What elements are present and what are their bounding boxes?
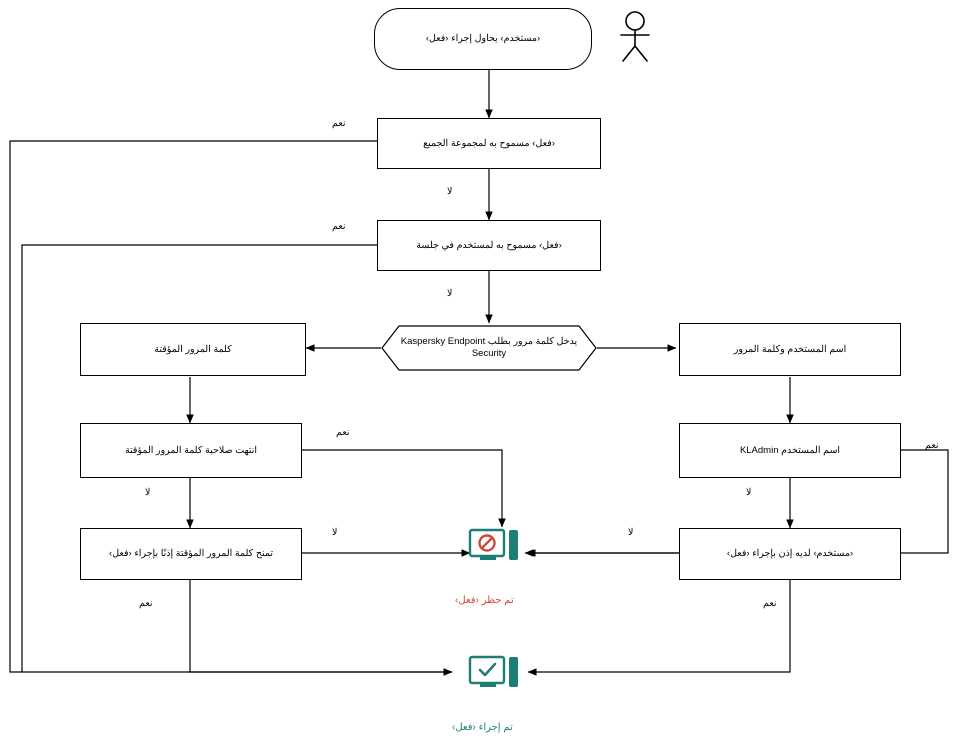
node-allow-all-group — [377, 118, 601, 169]
node-kladmin-username-label: ‏اسم المستخدم KLAdmin — [739, 444, 841, 456]
node-user-has-permission-label: ‏‹مستخدم› لديه إذن بإجراء ‹فعل› — [726, 548, 854, 560]
allowed-caption: ‏تم إجراء ‹فعل› — [452, 722, 513, 733]
node-user-has-permission — [679, 528, 901, 580]
edge-label-temp-scope-yes: نعم — [139, 598, 153, 609]
edge-label-allow-all-yes: نعم — [332, 118, 346, 129]
node-temp-password-expired — [80, 423, 302, 478]
edge-label-user-perm-yes: نعم — [763, 598, 777, 609]
node-allow-all-group-label: ‏‹فعل› مسموح به لمجموعة الجميع — [423, 137, 555, 149]
edge-label-temp-expired-no: لا — [145, 487, 151, 498]
blocked-caption: ‏تم حظر ‹فعل› — [455, 595, 514, 606]
node-allow-session-user — [377, 220, 601, 271]
node-username-and-password-label: ‏اسم المستخدم وكلمة المرور — [733, 343, 847, 355]
edge-label-temp-scope-no: لا — [332, 527, 338, 538]
monitor-blocked-icon — [468, 528, 524, 566]
node-temp-password-expired-label: ‏انتهت صلاحية كلمة المرور المؤقتة — [124, 444, 258, 456]
node-username-and-password — [679, 323, 901, 376]
node-allow-session-user-label: ‏‹فعل› مسموح به لمستخدم في جلسة — [416, 239, 562, 251]
edge-label-allow-user-no: لا — [447, 288, 453, 299]
node-kladmin-username — [679, 423, 901, 478]
edge-label-user-perm-no: لا — [628, 527, 634, 538]
node-start — [374, 8, 592, 70]
edge-label-kladmin-yes: نعم — [925, 440, 939, 451]
node-temp-password-grants-action — [80, 528, 302, 580]
node-temp-password-grants-action-label: ‏تمنح كلمة المرور المؤقتة إذنًا بإجراء ‹فعل› — [109, 548, 273, 560]
node-temporary-password-label: ‏كلمة المرور المؤقتة — [154, 343, 232, 355]
node-start-label: ‏‹مستخدم› يحاول إجراء ‹فعل› — [425, 33, 541, 45]
node-temporary-password — [80, 323, 306, 376]
person-icon — [608, 8, 662, 64]
node-password-prompt — [381, 325, 597, 371]
edge-label-allow-user-yes: نعم — [332, 221, 346, 232]
edge-label-allow-all-no: لا — [447, 186, 453, 197]
edge-label-kladmin-no: لا — [746, 487, 752, 498]
node-password-prompt-label: ‏يدخل كلمة مرور بطلب Kaspersky Endpoint Security — [400, 336, 578, 359]
edge-label-temp-expired-yes: نعم — [336, 427, 350, 438]
monitor-allowed-icon — [468, 655, 524, 693]
